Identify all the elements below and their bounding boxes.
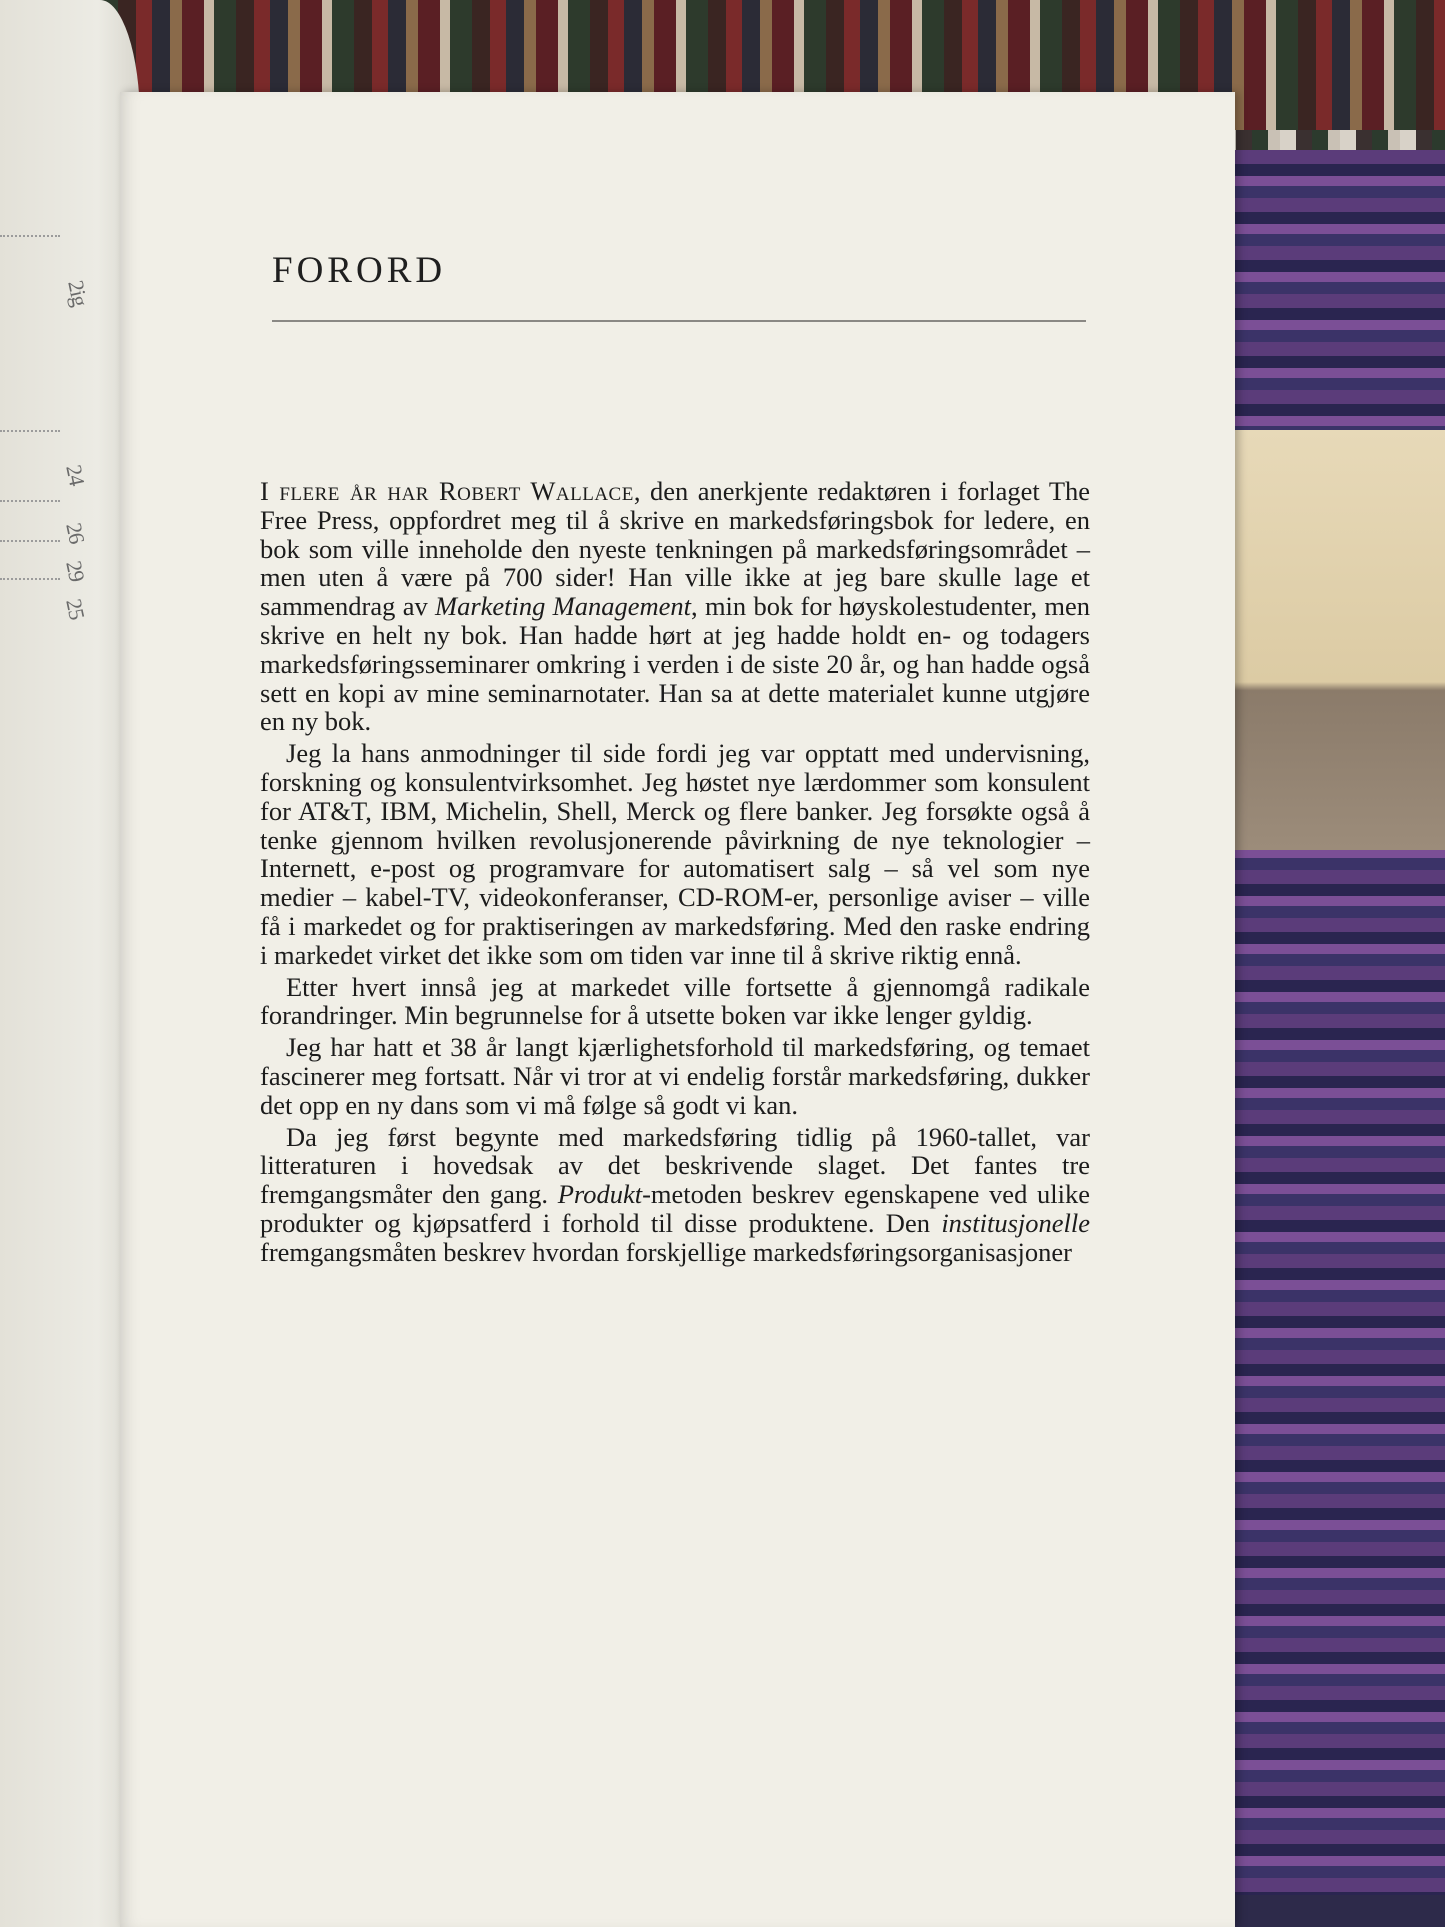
dotted-leader — [0, 500, 60, 502]
heading-rule — [272, 320, 1086, 322]
paragraph-3 — [260, 973, 1090, 1031]
left-page-number: 26 — [61, 520, 90, 546]
body-text — [260, 477, 1090, 1267]
paragraph-text: Jeg la hans anmodninger til side fordi jeg var opptatt med undervisning, forskning og konsulentvirksomhet. Jeg høstet nye lærdommer som konsulent for AT&T, IBM, Michelin, Shell, Merck og flere banker. Jeg forsøkte også å tenke gjennom hvilken revolusjonerende påvirkning de nye teknologier – Internett, e-post og programvare for automatisert salg – så vel som nye medier – kabel-TV, videokonferanser, CD-ROM-er, personlige aviser – ville få i markedet og for praktiseringen av markedsføring. Med den raske endring i markedet virket det ikke som om tiden var inne til å skrive riktig ennå. — [260, 738, 1090, 970]
left-page-number: 29 — [61, 558, 90, 584]
paragraph-text: fremgangsmåten beskrev hvordan forskjellige markedsføringsorganisasjoner — [260, 1236, 1072, 1267]
small-caps-lead: I flere år har Robert Wallace — [260, 476, 634, 506]
book-page — [120, 92, 1235, 1927]
paragraph-text: Jeg har hatt et 38 år langt kjærlighetsforhold til markedsføring, og temaet fascinerer meg fortsatt. Når vi tror at vi endelig forstår markedsføring, dukker det opp en ny dans som vi må følge så godt vi kan. — [260, 1032, 1090, 1120]
facing-left-page — [0, 0, 140, 1927]
paragraph-5 — [260, 1123, 1090, 1267]
paragraph-text: Da jeg først begynte med markedsføring tidlig på 1960-tallet, var litteraturen i hovedsak av det beskrivende slaget. Det fantes tre fremgangsmåter den gang. — [260, 1121, 1090, 1210]
dotted-leader — [0, 235, 60, 237]
book-title-italic: Marketing Management — [435, 591, 692, 622]
paragraph-2 — [260, 739, 1090, 969]
paragraph-text: -metoden beskrev egenskapene ved ulike produkter og kjøpsatferd i forhold til disse produktene. Den — [260, 1179, 1091, 1238]
chapter-heading: FORORD — [272, 250, 447, 291]
paragraph-4 — [260, 1033, 1090, 1119]
italic-term: Produkt — [557, 1179, 643, 1210]
dotted-leader — [0, 578, 60, 580]
dotted-leader — [0, 430, 60, 432]
dotted-leader — [0, 540, 60, 542]
paragraph-1 — [260, 477, 1090, 736]
paragraph-text: , den anerkjente redaktøren i forlaget The Free Press, oppfordret meg til å skrive en markedsføringsbok for ledere, en bok som ville inneholde den nyeste tenkningen på markedsføringsområdet – men uten å være på 700 sider! Han ville ikke at jeg bare skulle lage et sammendrag av — [260, 476, 1091, 622]
left-page-number: 25 — [61, 596, 90, 622]
italic-term: institusjonelle — [941, 1207, 1090, 1238]
paragraph-text: Etter hvert innså jeg at markedet ville fortsette å gjennomgå radikale forandringer. Min begrunnelse for å utsette boken var ikke lenger gyldig. — [260, 971, 1090, 1031]
striped-rug-background — [1200, 150, 1445, 1927]
wooden-board-background — [1225, 430, 1445, 850]
paragraph-text: , min bok for høyskolestudenter, men skrive en helt ny bok. Han hadde hørt at jeg hadde holdt en- og todagers markedsføringsseminarer omkring i verden i de siste 20 år, og han hadde også sett en kopi av mine seminarnotater. Han sa at dette materialet kunne utgjøre en ny bok. — [260, 591, 1090, 737]
left-page-number: 2ig — [63, 278, 93, 308]
left-page-number: 24 — [61, 462, 90, 488]
